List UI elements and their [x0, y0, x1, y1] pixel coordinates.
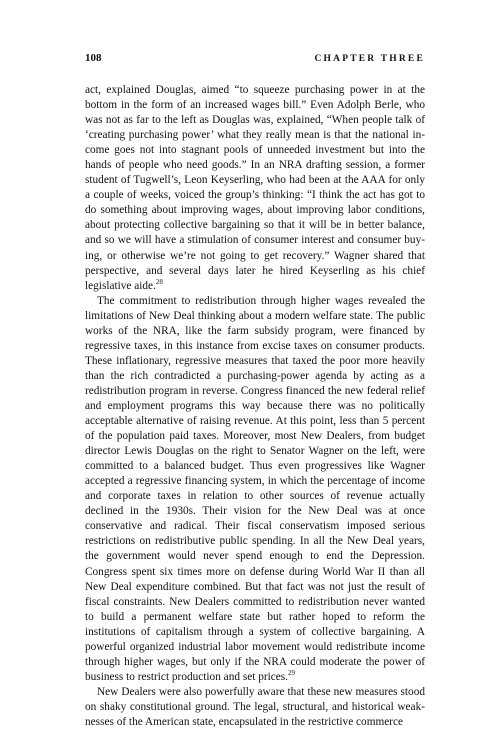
paragraph-text: act, explained Douglas, aimed “to squeeze purchasing power in at the bottom in the form of an increased wages bill.” Even Adolph Berle, who was not as far to the left as Douglas was, explained, “When people talk of ‘creating purchasing power’ what they really mean is that the national income goes not into stagnant pools of unneeded investment but into the hands of people who need goods.” In an NRA drafting session, a former student of Tugwell’s, Leon Keyserling, who had been at the AAA for only a couple of weeks, voiced the group’s thinking: “I think the act has got to do something about improving wages, about improving labor conditions, about protecting collective bargaining so that it will be in better balance, and so we will have a stimulation of consumer interest and consumer buying, or otherwise we’re not going to get recovery.” Wagner shared that perspective, and several days later he hired Keyserling as his chief legislative aide. [85, 84, 425, 292]
body-paragraph-1 [85, 83, 425, 294]
running-head [85, 52, 425, 72]
body-paragraph-3 [85, 685, 425, 730]
chapter-label: CHAPTER THREE [314, 54, 425, 64]
book-page [85, 52, 425, 730]
footnote-marker: 29 [288, 669, 295, 678]
footnote-marker: 28 [155, 277, 163, 286]
body-paragraph-2 [85, 294, 425, 685]
page-number: 108 [85, 52, 102, 64]
paragraph-text: The commitment to redistribution through higher wages revealed the limitations of New Deal thinking about a modern welfare state. The public works of the NRA, like the farm subsidy program, were financed by regressive taxes, in this instance from excise taxes on consumer products. These inflationary, regressive measures that taxed the poor more heavily than the rich contradicted a purchasing-power agenda by acting as a redistribution program in reverse. Congress financed the new federal relief and employment programs this way because there was no politically acceptable alternative of raising revenue. At this point, less than 5 percent of the population paid taxes. Moreover, most New Dealers, from budget director Lewis Douglas on the right to Senator Wagner on the left, were committed to a balanced budget. Thus even progressives like Wagner accepted a regressive financing system, in which the percentage of income and corporate taxes in relation to other sources of revenue actually declined in the 1930s. Their vision for the New Deal was at once conservative and radical. Their fiscal conservatism imposed serious restrictions on redistributive public spending. In all the New Deal years, the government would never spend enough to end the Depression. Congress spent six times more on defense during World War II than all New Deal expenditure combined. But that fact was not just the result of fiscal constraints. New Dealers committed to redistribution never wanted to build a permanent welfare state but rather hoped to reform the institutions of capitalism through a system of collective bargaining. A powerful organized industrial labor movement would redistribute income through higher wages, but only if the NRA could moderate the power of business to restrict production and set prices. [85, 294, 425, 683]
paragraph-text: New Dealers were also powerfully aware that these new measures stood on shaky constitutional ground. The legal, structural, and historical weaknesses of the American state, encapsulated in the restrictive commerce [85, 685, 425, 728]
